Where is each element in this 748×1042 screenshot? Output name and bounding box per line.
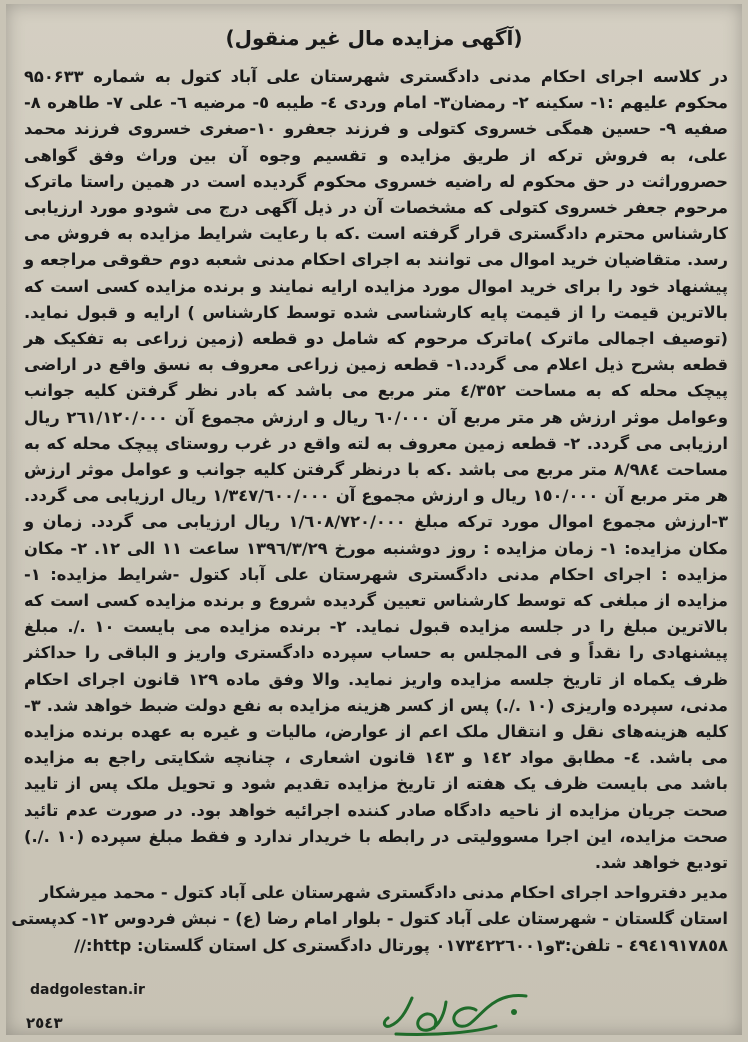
signer-line: مدیر دفترواحد اجرای احکام مدنی دادگستری شهرستان علی آباد کتول - محمد میرشکار [39, 883, 728, 902]
notice-footer [11, 880, 728, 959]
page-number: ٢٥٤٣ [26, 1014, 63, 1032]
address-line: استان گلستان - شهرستان علی آباد کتول - بلوار امام رضا (ع) - نبش فردوس ١٢- کدپستی [11, 909, 728, 929]
notice-title: (آگهی مزایده مال غیر منقول) [225, 26, 523, 50]
contact-line: ٤٩٤١٩١٧٨٥٨ - تلفن:٣و٠١٧٣٤٢٢٦٠٠١ پورتال دادگستری کل استان گلستان: http:// [74, 935, 728, 955]
notice-body [24, 64, 728, 876]
website-link[interactable]: dadgolestan.ir [30, 982, 145, 998]
notice-paragraph: در کلاسه اجرای احکام مدنی دادگستری شهرستان علی آباد کتول به شماره ۹۵۰۶۳۳ محکوم علیهم :۱- سکینه ۲- رمضان۳- امام وردی ٤- طیبه ٥- مرضیه ٦- علی ٧- طاهره ٨-صفیه ٩- حسین همگی خسروی کتولی و فرزند جعفرو ١٠-صغری خسروی فرزند محمد علی، به فروش ترکه از طریق مزایده و تقسیم وجوه آن بین وراث وفق گواهی حصروراثت در حق محکوم له راضیه خسروی محکوم گردیده است در همین راستا ماترک مرحوم جعفر خسروی کتولی که مشخصات آن در ذیل آگهی درج می شودو مورد ارزیابی کارشناس محترم دادگستری قرار گرفته است .که با رعایت شرایط مزایده به فروش می رسد. متقاضیان خرید اموال می توانند به اجرای احکام مدنی شعبه دوم حقوقی مراجعه و پیشنهاد خود را برای خرید اموال مورد مزایده ارایه نمایند و برنده مزایده کسی است که بالاترین قیمت را از قیمت پایه کارشناسی شده توسط کارشناس ) ارایه و قبول نماید.(توصیف اجمالی ماترک )ماترک مرحوم که شامل دو قطعه (زمین زراعی به تفکیک هر قطعه بشرح ذیل اعلام می گردد.۱- قطعه زمین زراعی معروف به نسق واقع در اراضی پیچک محله که به مساحت ٤/٣٥٢ متر مربع می باشد که بادر نظر گرفتن کلیه جوانب وعوامل موثر ارزش هر متر مربع آن ٦٠/٠٠٠ ریال و ارزش مجموع آن ٢٦١/١٢٠/٠٠٠ ریال ارزیابی می گردد. ٢- قطعه زمین معروف به لته واقع در غرب روستای پیچک محله که به مساحت ٨/٩٨٤ متر مربع می باشد .که با درنظر گرفتن کلیه جوانب و عوامل موثر ارزش هر متر مربع آن ١٥٠/٠٠٠ ریال و ارزش مجموع آن ١/٣٤٧/٦٠٠/٠٠٠ ریال ارزیابی می گردد. ٣-ارزش مجموع اموال مورد ترکه مبلغ ١/٦٠٨/٧٢٠/٠٠٠ ریال ارزیابی می گردد. زمان و مکان مزایده: ۱- زمان مزایده : روز دوشنبه مورخ ١٣٩٦/٣/٢٩ ساعت ١١ الی ١٢. ٢- مکان مزایده : اجرای احکام مدنی دادگستری شهرستان علی آباد کتول -شرایط مزایده: ۱- مزایده از مبلغی که توسط کارشناس تعیین گردیده شروع و برنده مزایده کسی است که بالاترین مبلغ را در جلسه مزایده قبول نماید. ٢- برنده مزایده می بایست ١٠ ./. مبلغ پیشنهادی را نقداً و فی المجلس به حساب سپرده دادگستری واریز و الباقی را حداکثر ظرف یکماه از تاریخ جلسه مزایده واریز نماید. والا وفق ماده ١٢٩ قانون اجرای احکام مدنی، سپرده واریزی (١٠ ./.) پس از کسر هزینه مزایده به نفع دولت ضبط خواهد شد. ٣-کلیه هزینه‌های نقل و انتقال ملک اعم از عوارض، مالیات و غیره به عهده برنده مزایده می باشد. ٤- مطابق مواد ١٤٢ و ١٤٣ قانون اشعاری ، چنانچه شکایتی راجع به مزایده باشد می بایست ظرف یک هفته از تاریخ مزایده تقدیم شود و تحویل ملک پس از تایید صحت جریان مزایده از ناحیه دادگاه صادر کننده اجرائیه خواهد بود. در صورت عدم تائید صحت مزایده، این اجرا مسوولیتی در رابطه با خریدار ندارد و فقط مبلغ سپرده (١٠ ./.) تودیع خواهد شد. [24, 67, 729, 873]
handwritten-signature [376, 982, 546, 1042]
notice-paper [6, 4, 742, 1035]
